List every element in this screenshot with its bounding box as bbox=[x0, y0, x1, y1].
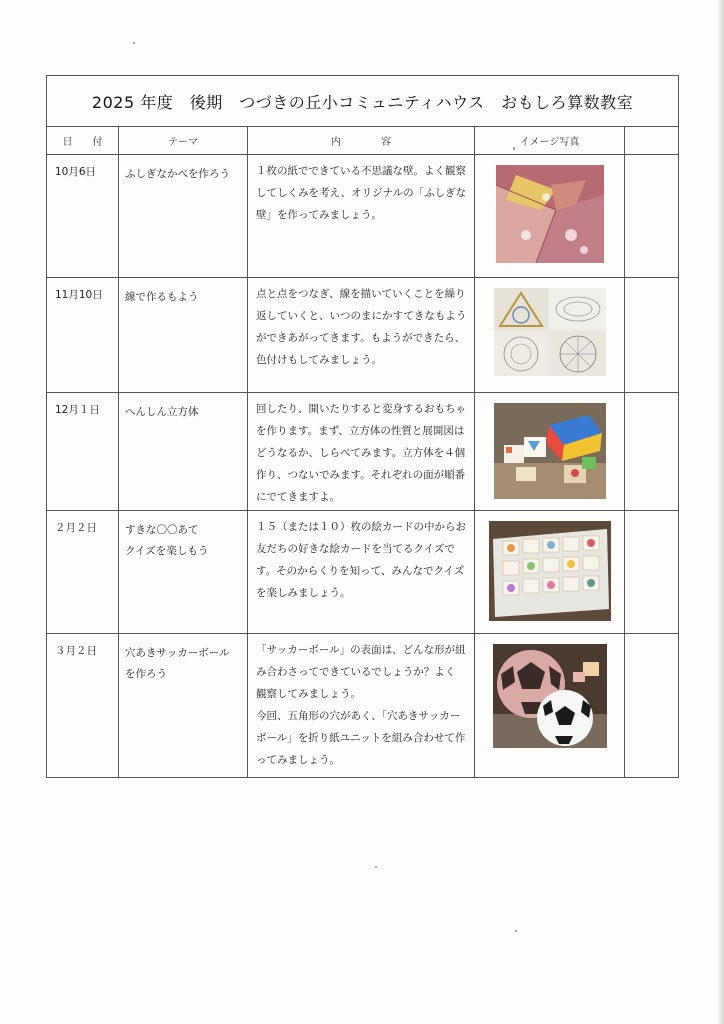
scan-edge bbox=[718, 0, 724, 1024]
content-line: １５（または１０）枚の絵カードの中からお bbox=[256, 521, 466, 533]
row-theme bbox=[119, 393, 248, 511]
row-content bbox=[248, 393, 475, 511]
soccer-ball-photo bbox=[493, 644, 607, 748]
document-title: 2025 年度 後期 つづきの丘小コミュニティハウス おもしろ算数教室 bbox=[91, 92, 634, 112]
line-pattern-photo bbox=[494, 288, 606, 376]
row-photo-cell bbox=[475, 155, 625, 278]
row-blank bbox=[625, 393, 679, 511]
row-date: ２月２日 bbox=[47, 511, 119, 634]
theme-line: 穴あきサッカーボール bbox=[125, 647, 230, 659]
row-content bbox=[248, 634, 475, 778]
content-line: 作り、つないでみます。それぞれの面が順番 bbox=[256, 469, 466, 481]
content-line: 色付けもしてみましょう。 bbox=[256, 354, 382, 366]
cube-toy-photo bbox=[494, 403, 606, 499]
theme-line: すきな〇〇あて bbox=[125, 524, 199, 536]
table-row bbox=[47, 634, 679, 778]
header-content: 内 容 bbox=[248, 127, 475, 155]
row-theme bbox=[119, 511, 248, 634]
row-date: 10月6日 bbox=[47, 155, 119, 278]
row-content bbox=[248, 155, 475, 278]
content-line: 観察してみましょう。 bbox=[256, 688, 361, 700]
content-line: にでてきますよ。 bbox=[256, 491, 340, 503]
theme-line: ふしぎなかべを作ろう bbox=[125, 168, 230, 180]
theme-line: 線で作るもよう bbox=[125, 291, 199, 303]
content-line: 「サッカーボール」の表面は、どんな形が組 bbox=[256, 644, 466, 656]
content-line: 返していくと、いつのまにかすてきなもよう bbox=[256, 310, 467, 322]
row-theme bbox=[119, 634, 248, 778]
theme-line: へんしん立方体 bbox=[125, 406, 199, 418]
header-date: 日 付 bbox=[47, 127, 119, 155]
content-line: １枚の紙でできている不思議な壁。よく観察 bbox=[256, 165, 466, 177]
origami-wall-photo bbox=[496, 165, 604, 263]
content-line: ってみましょう。 bbox=[256, 754, 340, 766]
row-blank bbox=[625, 634, 679, 778]
scan-speck bbox=[133, 42, 135, 44]
content-line: ができあがってきます。もようができたら、 bbox=[256, 332, 466, 344]
content-line: ボール」を折り紙ユニットを組み合わせて作 bbox=[256, 732, 466, 744]
content-line: を楽しみましょう。 bbox=[256, 587, 351, 599]
content-line: 点と点をつなぎ、線を描いていくことを繰り bbox=[256, 288, 466, 300]
picture-cards-photo bbox=[489, 521, 611, 621]
row-theme bbox=[119, 155, 248, 278]
scan-speck bbox=[375, 866, 377, 868]
row-theme bbox=[119, 278, 248, 393]
row-photo-cell bbox=[475, 511, 625, 634]
content-line: 友だちの好きな絵カードを当てるクイズで bbox=[256, 543, 455, 555]
header-blank bbox=[625, 127, 679, 155]
row-blank bbox=[625, 278, 679, 393]
theme-line: を作ろう bbox=[125, 668, 167, 680]
row-content bbox=[248, 511, 475, 634]
scan-speck bbox=[515, 930, 517, 932]
header-row bbox=[47, 127, 679, 155]
row-blank bbox=[625, 155, 679, 278]
content-line: どうなるか、しらべてみます。立方体を４個 bbox=[256, 447, 466, 459]
content-line: 壁」を作ってみましょう。 bbox=[256, 209, 382, 221]
row-date: 12月１日 bbox=[47, 393, 119, 511]
document-title-cell bbox=[47, 76, 679, 127]
table-row bbox=[47, 155, 679, 278]
content-line: 回したり、開いたりすると変身するおもちゃ bbox=[256, 403, 466, 415]
content-line: 今回、五角形の穴があく、「穴あきサッカー bbox=[256, 710, 461, 722]
theme-line: クイズを楽しもう bbox=[125, 545, 209, 557]
header-image: イメージ写真 bbox=[475, 127, 625, 155]
content-line: す。そのからくりを知って、みんなでクイズ bbox=[256, 565, 465, 577]
row-date: 11月10日 bbox=[47, 278, 119, 393]
schedule-table bbox=[46, 75, 679, 778]
content-line: を作ります。まず、立方体の性質と展開図は bbox=[256, 425, 465, 437]
row-photo-cell bbox=[475, 393, 625, 511]
row-blank bbox=[625, 511, 679, 634]
row-content bbox=[248, 278, 475, 393]
table-row bbox=[47, 511, 679, 634]
row-photo-cell bbox=[475, 278, 625, 393]
content-line: み合わさってできているでしょうか？よく bbox=[256, 666, 456, 678]
table-row bbox=[47, 278, 679, 393]
content-line: してしくみを考え、オリジナルの「ふしぎな bbox=[256, 187, 467, 199]
row-photo-cell bbox=[475, 634, 625, 778]
table-row bbox=[47, 393, 679, 511]
header-theme: テーマ bbox=[119, 127, 248, 155]
row-date: ３月２日 bbox=[47, 634, 119, 778]
